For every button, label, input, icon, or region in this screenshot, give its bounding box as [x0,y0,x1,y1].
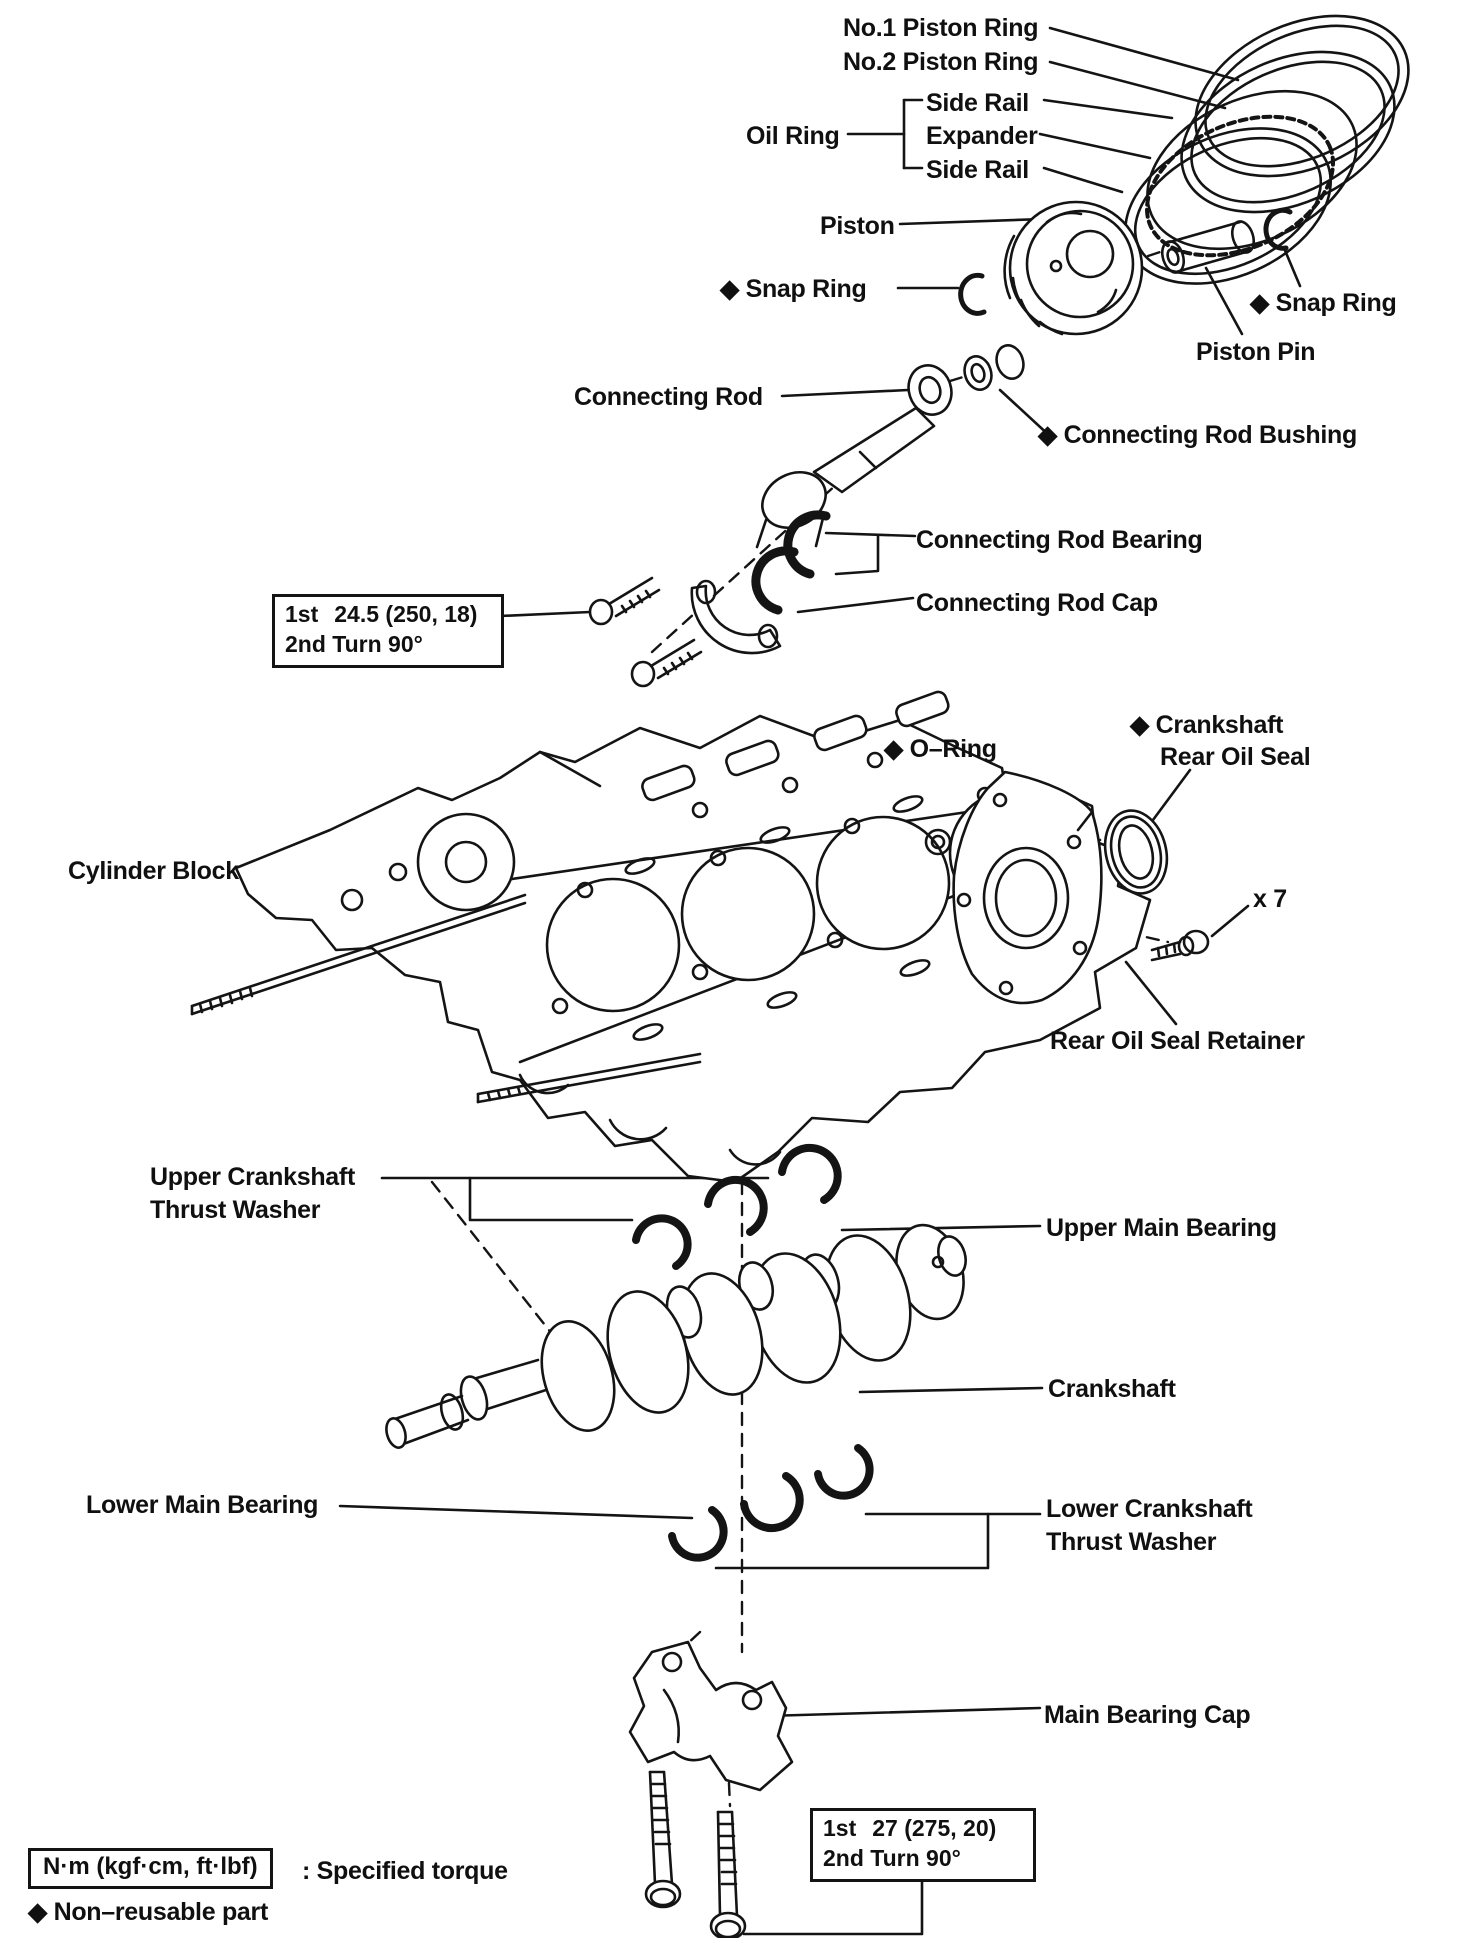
main-bearing-cap-art [630,1642,792,1790]
connecting-rod-bearing-art [756,515,826,610]
label-upper-crankshaft-thrust-washer-line2: Thrust Washer [150,1196,321,1224]
label-expander: Expander [926,122,1038,150]
crankshaft-art [383,1217,974,1450]
label-connecting-rod-bushing: ◆ Connecting Rod Bushing [1038,421,1357,449]
rod-cap-bolt-2 [632,640,701,686]
torque-step-label: 1st [285,601,319,627]
label-no2-piston-ring: No.2 Piston Ring [843,48,1039,76]
main-cap-bolt-2 [711,1812,745,1938]
label-piston-pin: Piston Pin [1196,338,1316,366]
rear-oil-seal-retainer-art [954,772,1102,1003]
label-snap-ring-right: ◆ Snap Ring [1250,289,1397,317]
torque-step-value: 24.5 (250, 18) [334,601,478,627]
torque-note-rod-cap [272,594,504,668]
label-bolt-quantity-x7: x 7 [1253,885,1287,913]
label-side-rail-2: Side Rail [926,156,1029,184]
label-o-ring: ◆ O–Ring [884,735,997,763]
legend-non-reusable-part: ◆ Non–reusable part [28,1898,268,1926]
torque-step-2: 2nd Turn 90° [823,1844,961,1871]
label-cylinder-block: Cylinder Block [68,857,239,885]
label-upper-crankshaft-thrust-washer-line1: Upper Crankshaft [150,1163,355,1191]
torque-step-value: 27 (275, 20) [872,1815,997,1841]
label-main-bearing-cap: Main Bearing Cap [1044,1701,1251,1729]
label-side-rail-1: Side Rail [926,89,1029,117]
rod-cap-bolt-1 [590,578,659,624]
piston-rings-art [1101,0,1434,314]
label-no1-piston-ring: No.1 Piston Ring [843,14,1039,42]
torque-note-main-cap [810,1808,1036,1882]
torque-step-label: 1st [823,1815,857,1841]
torque-step-1 [823,1814,1023,1844]
label-connecting-rod: Connecting Rod [574,383,763,411]
label-crankshaft: Crankshaft [1048,1375,1176,1403]
label-crankshaft-rear-oil-seal-line2: Rear Oil Seal [1160,743,1311,771]
torque-step-1 [285,600,491,630]
snap-ring-left-art [961,275,984,313]
main-cap-bolt-1 [646,1772,680,1907]
label-snap-ring-left: ◆ Snap Ring [720,275,867,303]
label-crankshaft-rear-oil-seal-line1: ◆ Crankshaft [1130,711,1284,739]
label-lower-main-bearing: Lower Main Bearing [86,1491,319,1519]
retainer-bolt-art [1152,931,1208,960]
connecting-rod-bushing-art [960,342,1027,393]
legend-specified-torque: : Specified torque [302,1857,508,1885]
label-oil-ring: Oil Ring [746,122,840,150]
connecting-rod-cap-art [692,581,780,653]
connecting-rod-art [753,342,1028,547]
lower-main-bearing-art [672,1448,870,1558]
label-piston: Piston [820,212,895,240]
label-lower-crankshaft-thrust-washer-line1: Lower Crankshaft [1046,1495,1253,1523]
label-upper-main-bearing: Upper Main Bearing [1046,1214,1277,1242]
label-lower-crankshaft-thrust-washer-line2: Thrust Washer [1046,1528,1217,1556]
label-connecting-rod-bearing: Connecting Rod Bearing [916,526,1203,554]
piston-art [1005,202,1142,334]
label-rear-oil-seal-retainer: Rear Oil Seal Retainer [1050,1027,1305,1055]
torque-step-2: 2nd Turn 90° [285,630,423,657]
legend-torque-units-box: N·m (kgf·cm, ft·lbf) [28,1848,273,1889]
label-connecting-rod-cap: Connecting Rod Cap [916,589,1158,617]
